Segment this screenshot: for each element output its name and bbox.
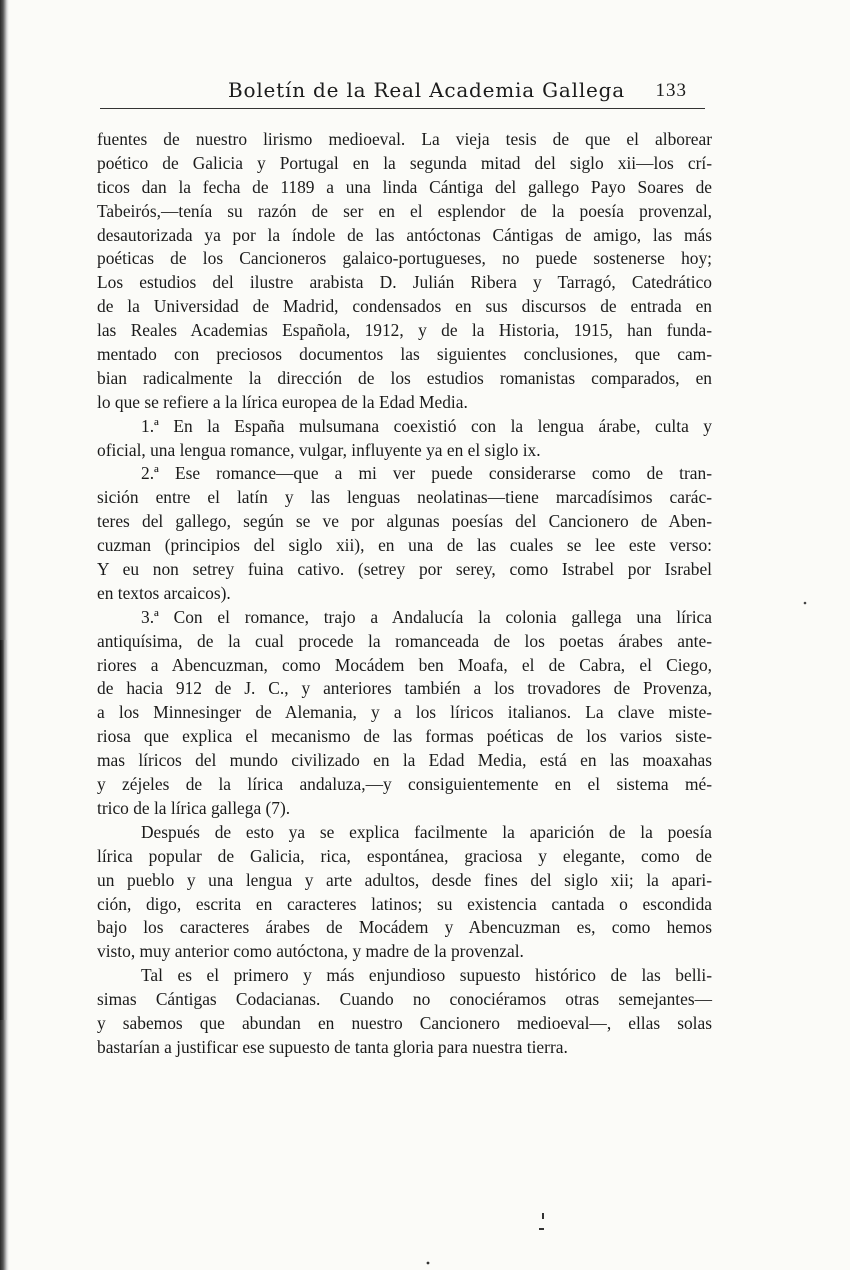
text-line: 3.ª Con el romance, trajo a Andalucía la colonia gallega una lírica [141, 606, 712, 627]
text-line: teres del gallego, según se ve por algunas poesías del Cancionero de Aben- [97, 511, 712, 532]
text-line: riosa que explica el mecanismo de las formas poéticas de los varios siste- [97, 726, 712, 747]
text-line: bian radicalmente la dirección de los estudios romanistas comparados, en [97, 367, 712, 388]
page-number: 133 [655, 80, 687, 101]
text-line: Tal es el primero y más enjundioso supuesto histórico de las belli- [141, 965, 712, 986]
text-line: lírica popular de Galicia, rica, espontánea, graciosa y elegante, como de [97, 845, 712, 866]
text-line: sición entre el latín y las lenguas neolatinas—tiene marcadísimos carác- [97, 487, 712, 508]
text-line: poético de Galicia y Portugal en la segunda mitad del siglo xii—los crí- [97, 152, 712, 173]
text-line: mas líricos del mundo civilizado en la Edad Media, está en las moaxahas [97, 750, 712, 771]
text-line: oficial, una lengua romance, vulgar, influyente ya en el siglo ix. [97, 439, 541, 460]
text-line: las Reales Academias Española, 1912, y de la Historia, 1915, han funda- [97, 320, 712, 341]
text-line: bajo los caracteres árabes de Mocádem y Abencuzman es, como hemos [97, 917, 712, 938]
text-line: de hacia 912 de J. C., y anteriores también a los trovadores de Provenza, [97, 678, 712, 699]
running-title: Boletín de la Real Academia Gallega [228, 78, 625, 102]
text-line: Los estudios del ilustre arabista D. Julián Ribera y Tarragó, Catedrático [97, 272, 712, 293]
text-line: fuentes de nuestro lirismo medioeval. La vieja tesis de que el alborear [97, 129, 712, 149]
ink-speck [804, 602, 807, 605]
text-line: riores a Abencuzman, como Mocádem ben Moafa, el de Cabra, el Ciego, [97, 654, 712, 675]
text-line: ción, digo, escrita en caracteres latinos; su existencia cantada o escondida [97, 893, 712, 914]
text-line: Y eu non setrey fuina cativo. (setrey por serey, como Istrabel por Israbel [97, 559, 712, 580]
text-line: desautorizada ya por la índole de las antóctonas Cántigas de amigo, las más [97, 224, 712, 245]
text-line: Después de esto ya se explica facilmente la aparición de la poesía [141, 821, 712, 842]
text-line: 1.ª En la España mulsumana coexistió con la lengua árabe, culta y [141, 415, 712, 436]
text-line: mentado con preciosos documentos las siguientes conclusiones, que cam- [97, 344, 712, 365]
text-line: poéticas de los Cancioneros galaico-portugueses, no puede sostenerse hoy; [97, 248, 712, 269]
text-line: a los Minnesinger de Alemania, y a los líricos italianos. La clave miste- [97, 702, 712, 723]
ink-speck [539, 1228, 544, 1230]
text-line: simas Cántigas Codacianas. Cuando no conociéramos otras semejantes— [97, 989, 712, 1010]
text-line: y zéjeles de la lírica andaluza,—y consiguientemente en el sistema mé- [97, 774, 712, 795]
text-line: cuzman (principios del siglo xii), en una de las cuales se lee este verso: [97, 535, 712, 556]
text-line: un pueblo y una lengua y arte adultos, desde fines del siglo xii; la apari- [97, 869, 712, 890]
text-line: bastarían a justificar ese supuesto de tanta gloria para nuestra tierra. [97, 1036, 568, 1057]
text-line: lo que se refiere a la lírica europea de la Edad Media. [97, 391, 468, 412]
text-line: ticos dan la fecha de 1189 a una linda Cántiga del gallego Payo Soares de [97, 176, 712, 197]
text-line: visto, muy anterior como autóctona, y madre de la provenzal. [97, 941, 524, 962]
text-line: de la Universidad de Madrid, condensados en sus discursos de entrada en [97, 296, 712, 317]
ink-speck [542, 1213, 544, 1219]
text-line: 2.ª Ese romance—que a mi ver puede considerarse como de tran- [141, 463, 712, 484]
ink-speck [427, 1262, 430, 1265]
text-line: Tabeirós,—tenía su razón de ser en el esplendor de la poesía provenzal, [97, 200, 712, 221]
text-line: en textos arcaicos). [97, 582, 231, 603]
text-line: trico de la lírica gallega (7). [97, 797, 291, 818]
text-line: antiquísima, de la cual procede la romanceada de los poetas árabes ante- [97, 630, 712, 651]
text-line: y sabemos que abundan en nuestro Cancionero medioeval—, ellas solas [97, 1012, 712, 1033]
